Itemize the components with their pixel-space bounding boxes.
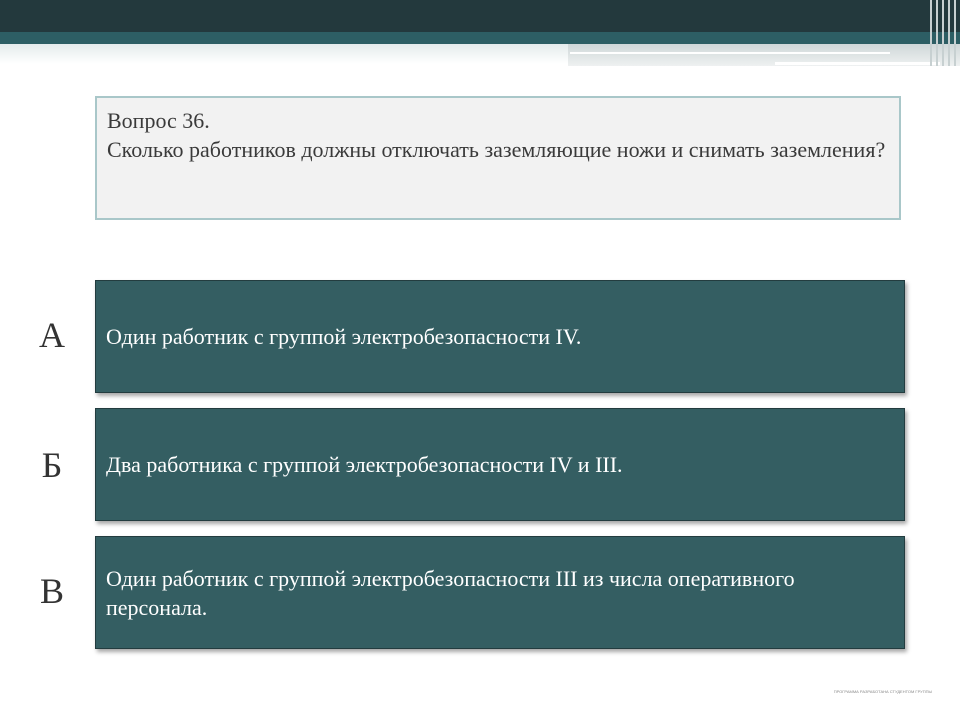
header-dark-bar	[0, 0, 960, 32]
question-number: Вопрос 36.	[107, 108, 210, 133]
header-stripe	[954, 0, 956, 66]
answer-option-b[interactable]	[95, 408, 905, 521]
answer-option-c[interactable]	[95, 536, 905, 649]
answer-letter-c: В	[39, 571, 64, 611]
header-teal-bar	[0, 32, 960, 44]
header-stripe	[930, 0, 932, 66]
footer-credit: ПРОГРАММА РАЗРАБОТАНА СТУДЕНТОМ ГРУППЫ	[833, 689, 932, 694]
answer-text: Один работник с группой электробезопасности IV.	[106, 324, 582, 349]
header-light-strip	[0, 44, 570, 64]
header-stripe	[948, 0, 950, 66]
answer-letter-a: А	[39, 315, 65, 355]
question-box	[95, 96, 901, 220]
header-band	[0, 0, 960, 70]
answer-option-a[interactable]	[95, 280, 905, 393]
answer-letter-b: Б	[41, 445, 63, 485]
header-accent-line	[775, 62, 940, 65]
header-accent-line	[570, 52, 890, 54]
answer-text: Два работника с группой электробезопасности IV и III.	[106, 452, 623, 477]
header-stripe	[942, 0, 944, 66]
question-text: Сколько работников должны отключать заземляющие ножи и снимать заземления?	[107, 137, 886, 162]
answer-text: Один работник с группой электробезопасности III из числа оперативного персонала.	[106, 565, 795, 620]
header-stripe	[936, 0, 938, 66]
